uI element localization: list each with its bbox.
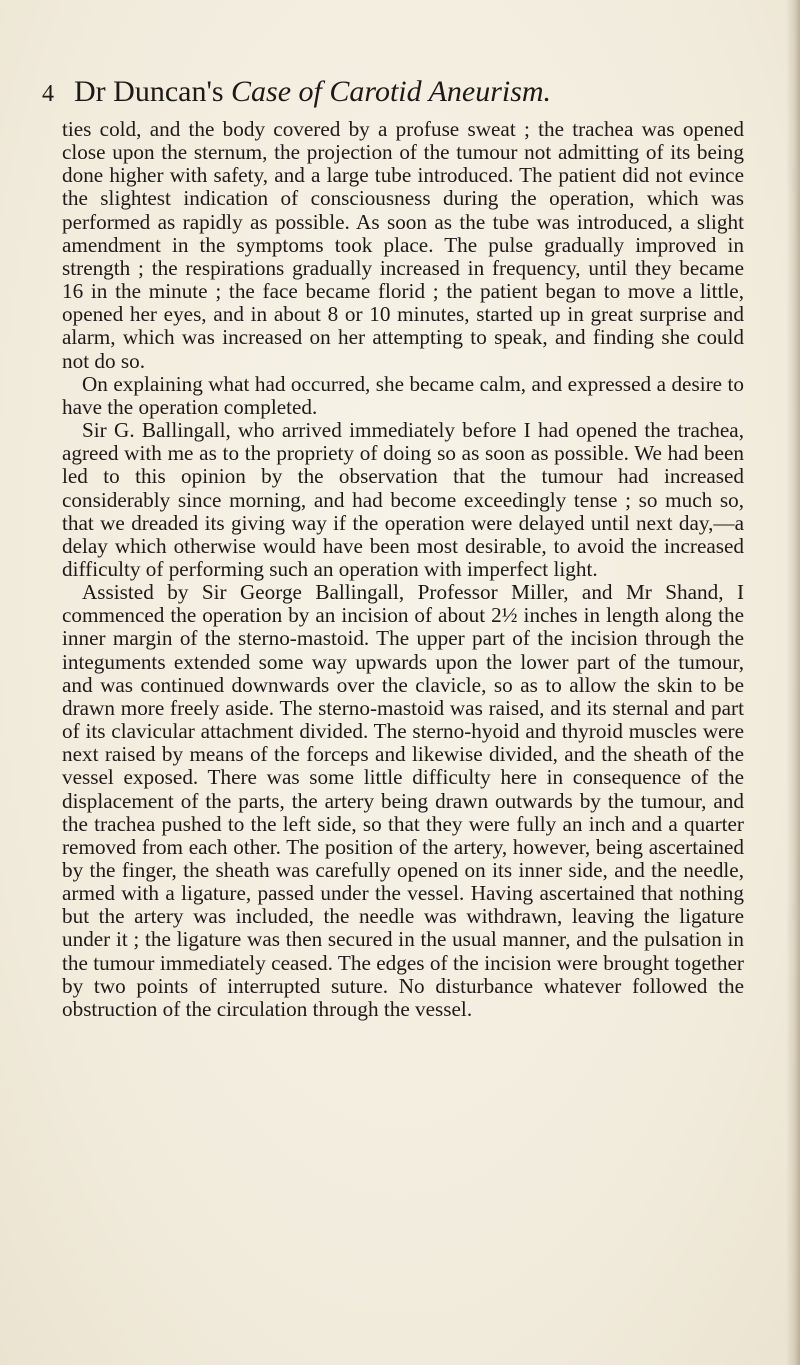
running-header <box>42 72 742 112</box>
page-edge-shadow <box>786 0 800 1365</box>
page-number: 4 <box>42 81 54 107</box>
paragraph: ties cold, and the body covered by a profuse sweat ; the trachea was opened close upon the sternum, the projection of the tumour not admitting of its being done higher with safety, and a large tube introduced. The patient did not evince the slightest indication of consciousness during the operation, which was performed as rapidly as possible. As soon as the tube was introduced, a slight amendment in the symptoms took place. The pulse gradually improved in strength ; the respirations gradually increased in frequency, until they became 16 in the minute ; the face became florid ; the patient began to move a little, opened her eyes, and in about 8 or 10 minutes, started up in great surprise and alarm, which was increased on her attempting to speak, and finding she could not do so. <box>62 117 744 373</box>
running-title-author: Dr Duncan's <box>74 75 232 108</box>
body-text <box>62 118 744 1021</box>
paragraph: Assisted by Sir George Ballingall, Professor Miller, and Mr Shand, I commenced the operation by an incision of about 2½ inches in length along the inner margin of the sterno-mastoid. The upper part of the incision through the integuments extended some way upwards upon the lower part of the tumour, and was continued downwards over the clavicle, so as to allow the skin to be drawn more freely aside. The sterno-mastoid was raised, and its sternal and part of its clavicular attachment divided. The sterno-hyoid and thyroid muscles were next raised by means of the forceps and likewise divided, and the sheath of the vessel exposed. There was some little difficulty here in consequence of the displacement of the parts, the artery being drawn outwards by the tumour, and the trachea pushed to the left side, so that they were fully an inch and a quarter removed from each other. The position of the artery, however, being ascertained by the finger, the sheath was carefully opened on its inner side, and the needle, armed with a ligature, passed under the vessel. Having ascertained that nothing but the artery was included, the needle was withdrawn, leaving the ligature under it ; the ligature was then secured in the usual manner, and the pulsation in the tumour immediately ceased. The edges of the incision were brought together by two points of interrupted suture. No disturbance whatever followed the obstruction of the circulation through the vessel. <box>62 580 744 1021</box>
paragraph: On explaining what had occurred, she became calm, and expressed a desire to have the operation completed. <box>62 371 744 419</box>
running-title-case: Case of Carotid Aneurism. <box>231 75 552 108</box>
paragraph: Sir G. Ballingall, who arrived immediately before I had opened the trachea, agreed with me as to the propriety of doing so as soon as possible. We had been led to this opinion by the observation that the tumour had increased considerably since morning, and had become exceedingly tense ; so much so, that we dreaded its giving way if the operation were delayed until next day,—a delay which otherwise would have been most desirable, to avoid the increased difficulty of performing such an operation with imperfect light. <box>62 418 744 581</box>
